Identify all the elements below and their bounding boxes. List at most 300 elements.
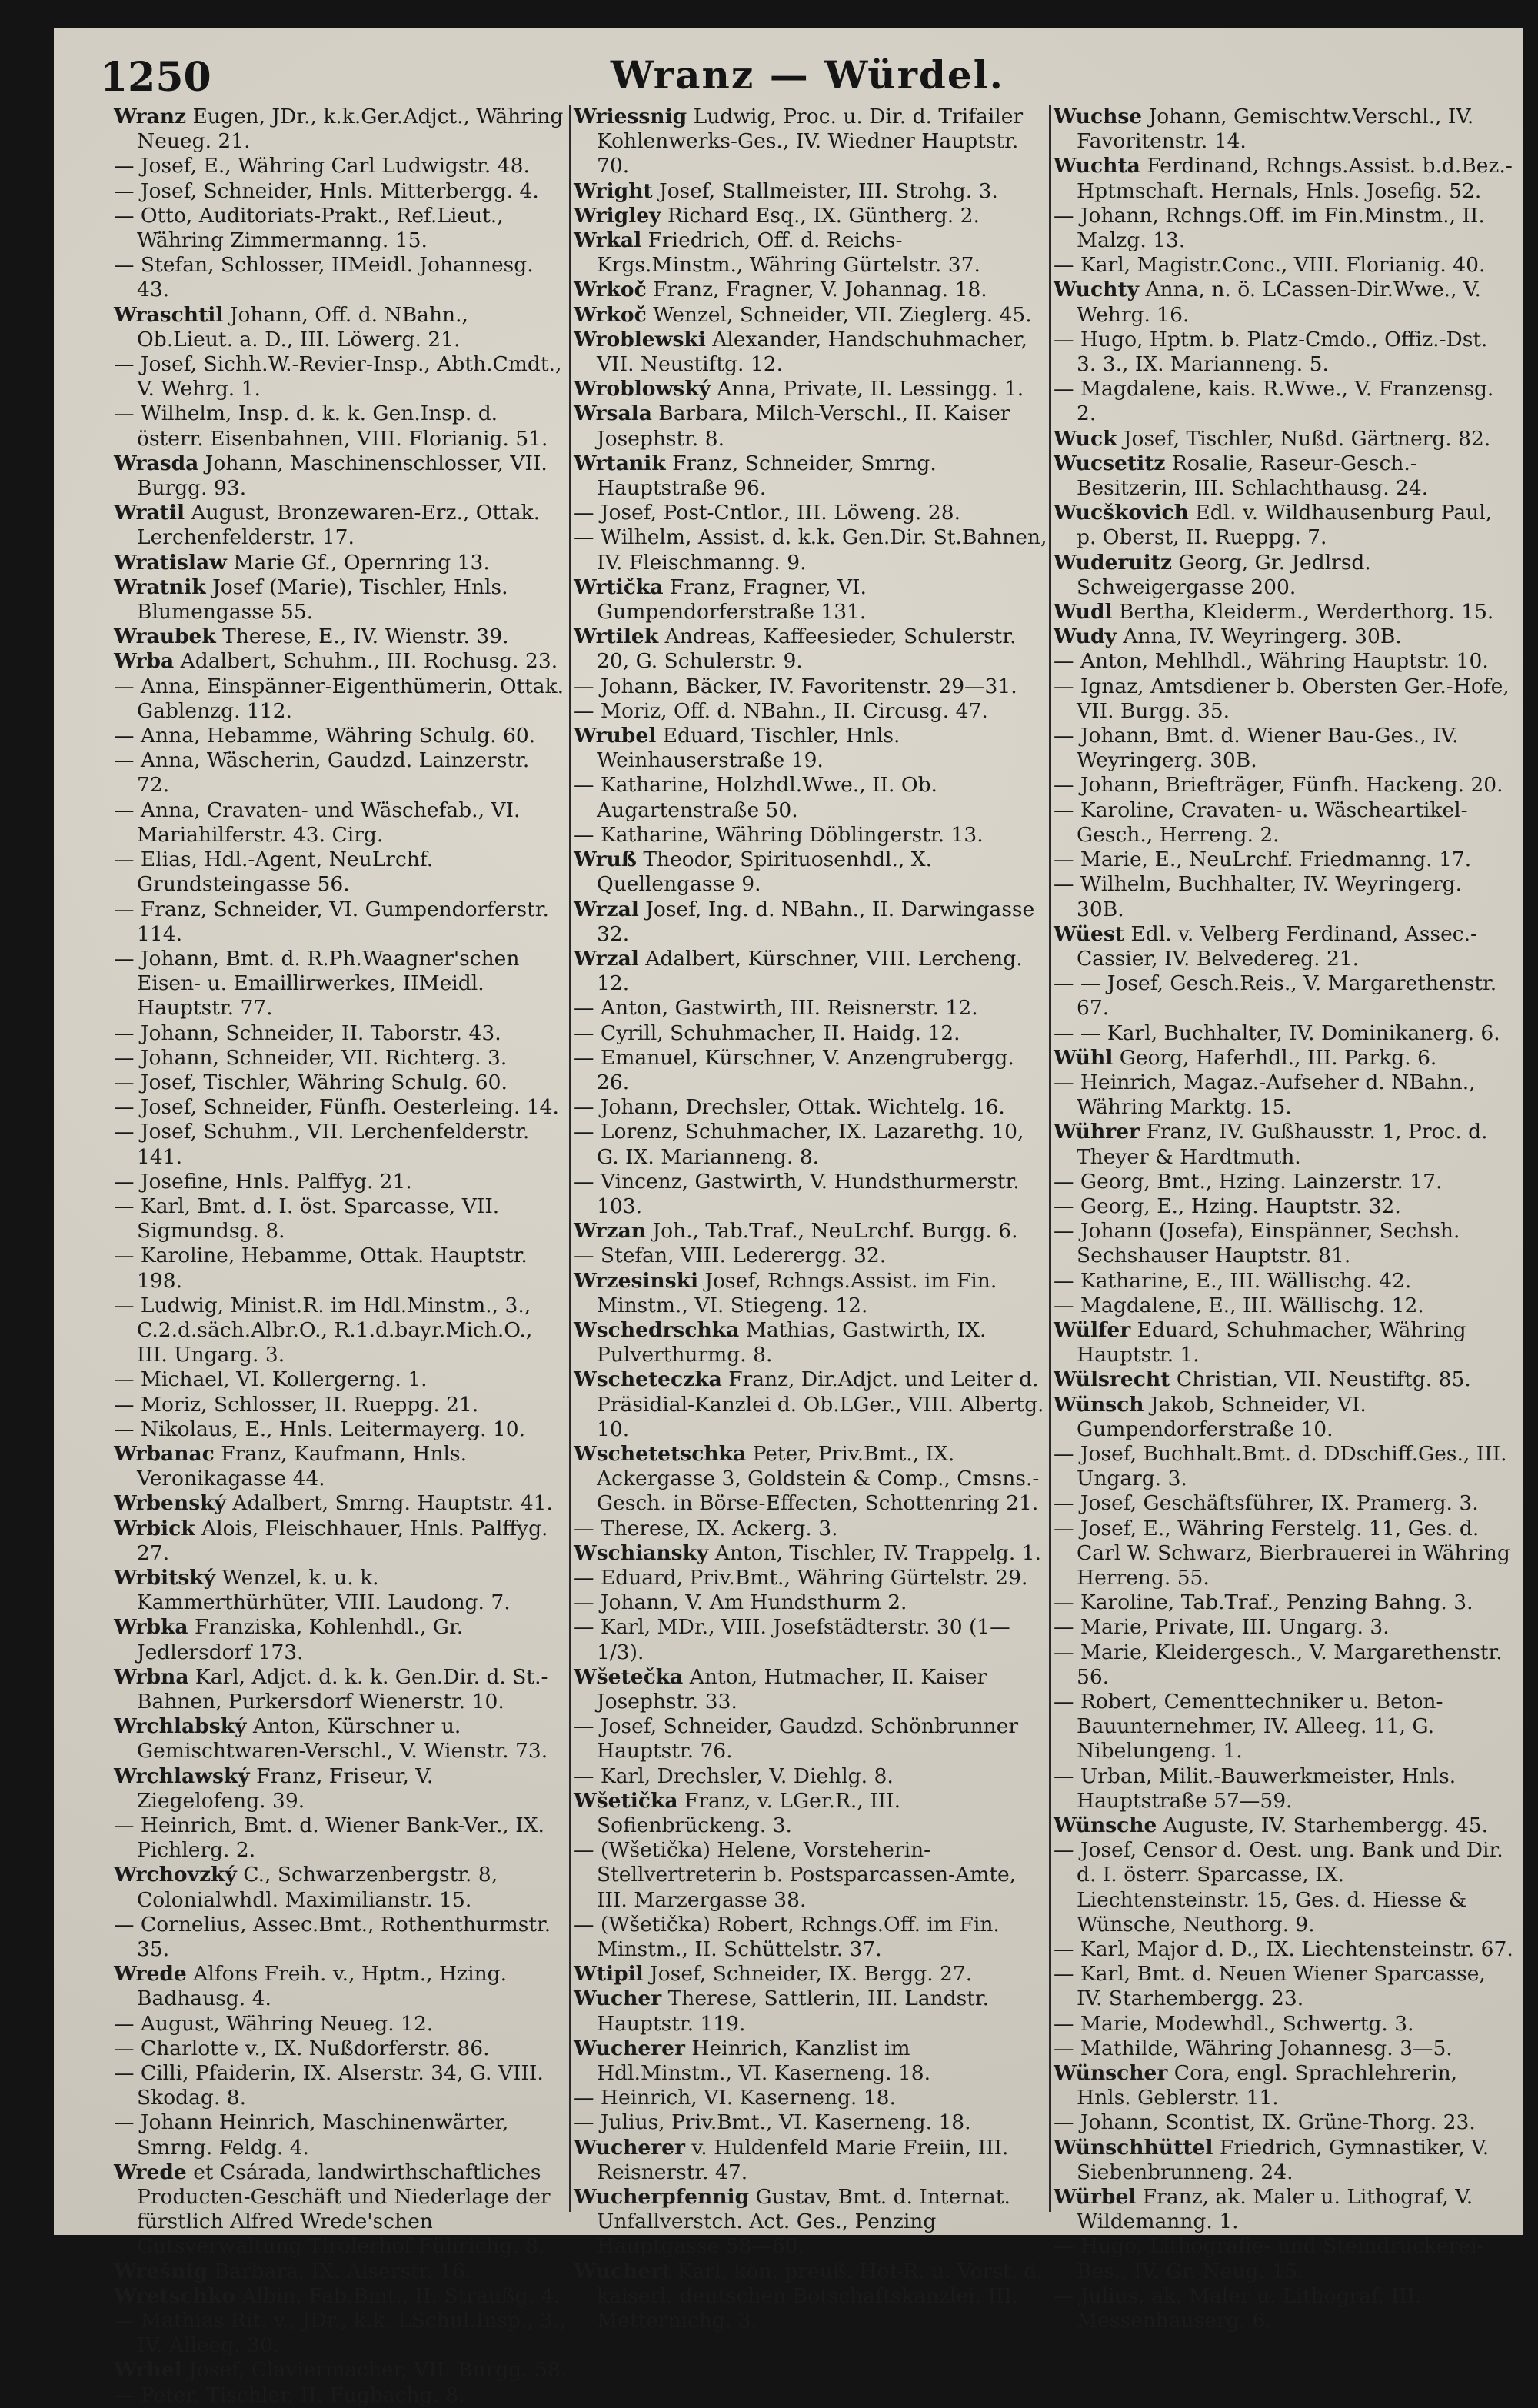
- entry-details: — Josef, E., Währing Ferstelg. 11, Ges. d. Carl W. Schwarz, Bierbrauerei in Währing Herreng. 55.: [1054, 1516, 1510, 1590]
- directory-entry: [574, 2110, 1047, 2135]
- directory-entry: [1054, 1615, 1513, 1640]
- directory-entry: [1054, 501, 1513, 550]
- entry-details: Adalbert, Kürschner, VIII. Lercheng. 12.: [597, 946, 1023, 996]
- directory-entry: [574, 1962, 1047, 1987]
- entry-surname: Wührer: [1054, 1120, 1140, 1144]
- entry-surname: Wrchlabský: [114, 1714, 247, 1739]
- directory-entry: [574, 1838, 1047, 1913]
- column-divider: [1049, 105, 1051, 2212]
- directory-entry: [114, 1615, 568, 1664]
- entry-surname: Wucherpfennig: [574, 2185, 750, 2210]
- entry-details: — Magdalene, E., III. Wällischg. 12.: [1054, 1293, 1424, 1317]
- entry-details: Eduard, Schuhmacher, Währing Hauptstr. 1.: [1077, 1317, 1466, 1367]
- entry-surname: Wright: [574, 178, 653, 203]
- entry-surname: Wrchovzký: [114, 1863, 237, 1887]
- directory-entry: [114, 575, 568, 624]
- directory-entry: [114, 798, 568, 848]
- entry-surname: Wrigley: [574, 203, 661, 228]
- entry-surname: Wšetečka: [574, 1664, 684, 1689]
- entry-details: — Marie, E., NeuLrchf. Friedmanng. 17.: [1054, 848, 1472, 872]
- entry-details: Adalbert, Schuhm., III. Rochusg. 23.: [174, 649, 558, 674]
- entry-details: — Johann (Josefa), Einspänner, Sechsh. Sechshauser Hauptstr. 81.: [1054, 1219, 1460, 1268]
- entry-details: Josef, Ing. d. NBahn., II. Darwingasse 32.: [597, 897, 1035, 946]
- directory-entry: [114, 1120, 568, 1169]
- directory-entry: [114, 501, 568, 550]
- directory-entry: [114, 204, 568, 253]
- entry-details: Georg, Gr. Jedlrsd. Schweigergasse 200.: [1077, 550, 1371, 599]
- column-2: [574, 105, 1047, 2333]
- directory-entry: [114, 1170, 568, 1194]
- column-1: [114, 105, 568, 2407]
- directory-entry: [114, 1393, 568, 1417]
- entry-surname: Wuck: [1054, 426, 1117, 451]
- entry-surname: Wrchlawský: [114, 1764, 250, 1788]
- entry-surname: Wriessnig: [574, 105, 687, 128]
- directory-entry: [574, 1095, 1047, 1120]
- directory-entry: [114, 2284, 568, 2309]
- entry-details: — Josef, Tischler, Währing Schulg. 60.: [114, 1070, 508, 1094]
- directory-entry: [114, 1764, 568, 1813]
- directory-entry: [114, 253, 568, 302]
- entry-details: Karl, kön. preuß. Hof-R. u. Vorst. d. kaiserl. deutschen Botschaftskanzlei, III. Metternichg. 3.: [597, 2259, 1044, 2333]
- column-divider: [569, 105, 571, 2212]
- directory-entry: [574, 1219, 1047, 1244]
- entry-surname: Wrsala: [574, 401, 652, 426]
- entry-details: Franz, v. LGer.R., III. Sofienbrückeng. 3.: [597, 1788, 901, 1838]
- directory-entry: [1054, 922, 1513, 971]
- directory-entry: [114, 352, 568, 401]
- directory-entry: [1054, 328, 1513, 377]
- directory-entry: [114, 1442, 568, 1491]
- entry-details: — Georg, Bmt., Hzing. Lainzerstr. 17.: [1054, 1169, 1443, 1194]
- directory-entry: [574, 1244, 1047, 1268]
- directory-entry: [114, 1244, 568, 1293]
- directory-entry: [1054, 105, 1513, 154]
- directory-entry: [1054, 1071, 1513, 1120]
- directory-entry: [574, 1021, 1047, 1046]
- directory-entry: [574, 2086, 1047, 2110]
- directory-entry: [114, 947, 568, 1021]
- entry-details: — Magdalene, kais. R.Wwe., V. Franzensg. 2.: [1054, 377, 1494, 426]
- entry-details: Barbara, Milch-Verschl., II. Kaiser Josephstr. 8.: [597, 401, 1010, 451]
- directory-entry: [574, 1913, 1047, 1962]
- directory-entry: [114, 724, 568, 748]
- entry-details: — Josef, Schuhm., VII. Lerchenfelderstr. 141.: [114, 1120, 530, 1169]
- directory-entry: [114, 748, 568, 798]
- entry-surname: Wuchta: [1054, 154, 1140, 178]
- entry-details: Josef, Schneider, IX. Bergg. 27.: [643, 1962, 973, 1987]
- entry-details: — Otto, Auditoriats-Prakt., Ref.Lieut., Währing Zimmermanng. 15.: [114, 203, 504, 253]
- directory-entry: [114, 1194, 568, 1244]
- directory-entry: [574, 947, 1047, 996]
- entry-details: Georg, Haferhdl., III. Parkg. 6.: [1113, 1045, 1437, 1070]
- entry-details: — Karl, Drechsler, V. Diehlg. 8.: [574, 1764, 894, 1788]
- directory-entry: [1054, 1269, 1513, 1294]
- entry-details: — Stefan, Schlosser, IIMeidl. Johannesg. 43.: [114, 253, 534, 302]
- directory-entry: [114, 1046, 568, 1071]
- directory-entry: [574, 1615, 1047, 1664]
- directory-entry: [114, 624, 568, 649]
- column-3: [1054, 105, 1513, 2333]
- directory-entry: [574, 1590, 1047, 1615]
- entry-details: Therese, E., IV. Wienstr. 39.: [215, 624, 509, 649]
- entry-details: — August, Währing Neueg. 12.: [114, 2011, 434, 2036]
- entry-surname: Wroblowský: [574, 377, 711, 401]
- entry-details: — (Wšetička) Robert, Rchngs.Off. im Fin. Minstm., II. Schüttelstr. 37.: [574, 1912, 1000, 1962]
- directory-entry: [114, 1714, 568, 1764]
- directory-entry: [574, 525, 1047, 575]
- entry-details: — Johann, V. Am Hundsthurm 2.: [574, 1590, 907, 1615]
- directory-entry: [1054, 600, 1513, 624]
- entry-details: — Stefan, VIII. Lederergg. 32.: [574, 1244, 887, 1268]
- directory-entry: [1054, 1690, 1513, 1764]
- entry-details: — Cilli, Pfaiderin, IX. Alserstr. 34, G. VIII. Skodag. 8.: [114, 2061, 544, 2110]
- entry-details: — Franz, Schneider, VI. Gumpendorferstr. 114.: [114, 897, 549, 946]
- entry-details: Anna, Private, II. Lessingg. 1.: [710, 377, 1024, 401]
- entry-details: — Marie, Modewhdl., Schwertg. 3.: [1054, 2011, 1414, 2036]
- directory-entry: [1054, 1318, 1513, 1367]
- entry-details: Johann, Maschinenschlosser, VII. Burgg. 93.: [137, 451, 548, 501]
- directory-entry: [574, 303, 1047, 328]
- entry-details: — Johann, Bmt. d. R.Ph.Waagner'schen Eisen- u. Emaillirwerkes, IIMeidl. Hauptstr. 77.: [114, 946, 520, 1021]
- entry-details: — Karl, MDr., VIII. Josefstädterstr. 30 (1—1/3).: [574, 1615, 1010, 1664]
- directory-entry: [1054, 2185, 1513, 2234]
- entry-details: Wenzel, k. u. k. Kammerthürhüter, VIII. Laudong. 7.: [137, 1565, 511, 1615]
- entry-surname: Wrede: [114, 1962, 187, 1987]
- entry-surname: Wudy: [1054, 624, 1117, 649]
- directory-entry: [574, 1566, 1047, 1590]
- entry-surname: Wrbanac: [114, 1441, 215, 1466]
- entry-surname: Wucherer: [574, 2036, 685, 2060]
- entry-details: — Mathilde, Währing Johannesg. 3—5.: [1054, 2036, 1453, 2060]
- directory-entry: [114, 2260, 568, 2284]
- entry-details: — Ignaz, Amtsdiener b. Obersten Ger.-Hofe, VII. Burgg. 35.: [1054, 674, 1510, 723]
- entry-surname: Wucher: [574, 1987, 662, 2011]
- entry-details: Marie Gf., Opernring 13.: [226, 550, 490, 575]
- entry-details: — Elias, Hdl.-Agent, NeuLrchf. Grundsteingasse 56.: [114, 848, 434, 897]
- entry-details: Jakob, Schneider, VI. Gumpendorferstraße 10.: [1077, 1392, 1367, 1441]
- directory-entry: [114, 2383, 568, 2408]
- entry-details: — Nikolaus, E., Hnls. Leitermayerg. 10.: [114, 1417, 526, 1441]
- directory-entry: [114, 1367, 568, 1392]
- entry-surname: Wretschko: [114, 2283, 235, 2308]
- directory-entry: [114, 179, 568, 204]
- directory-entry: [1054, 1640, 1513, 1690]
- directory-entry: [114, 1517, 568, 1566]
- entry-details: — Lorenz, Schuhmacher, IX. Lazarethg. 10, G. IX. Marianneng. 8.: [574, 1120, 1024, 1169]
- directory-entry: [1054, 649, 1513, 674]
- directory-entry: [574, 898, 1047, 947]
- directory-entry: [574, 328, 1047, 377]
- entry-surname: Wrasda: [114, 451, 199, 475]
- directory-entry: [574, 1789, 1047, 1838]
- entry-surname: Wrtilek: [574, 624, 659, 649]
- directory-entry: [114, 674, 568, 724]
- entry-details: — Karoline, Cravaten- u. Wäscheartikel-Gesch., Herreng. 2.: [1054, 798, 1468, 847]
- directory-entry: [574, 724, 1047, 773]
- entry-surname: Wraubek: [114, 624, 216, 649]
- directory-entry: [114, 154, 568, 178]
- directory-entry: [114, 2012, 568, 2037]
- directory-entry: [1054, 1813, 1513, 1838]
- entry-details: Rosalie, Raseur-Gesch.-Besitzerin, III. Schlachthausg. 24.: [1077, 451, 1429, 501]
- directory-entry: [1054, 278, 1513, 327]
- entry-details: Albin, Fab.Bmt., II. Straußg. 4.: [235, 2283, 561, 2308]
- entry-details: — Julius, ak. Maler u. Lithograf, III. Messenhauserg. 6.: [1054, 2283, 1422, 2333]
- entry-surname: Wüest: [1054, 921, 1124, 946]
- entry-surname: Wrbitský: [114, 1565, 216, 1590]
- entry-surname: Wünsch: [1054, 1392, 1144, 1417]
- directory-entry: [574, 1764, 1047, 1789]
- directory-entry: [114, 1665, 568, 1714]
- entry-details: Peter, Priv.Bmt., IX. Ackergasse 3, Goldstein & Comp., Cmsns.-Gesch. in Börse-Effecten, Schottenring 21.: [597, 1441, 1040, 1516]
- entry-details: Josef (Marie), Tischler, Hnls. Blumengasse 55.: [137, 575, 508, 624]
- directory-entry: [1054, 1517, 1513, 1591]
- entry-surname: Würbel: [1054, 2185, 1137, 2210]
- directory-entry: [1054, 624, 1513, 649]
- directory-entry: [1054, 1367, 1513, 1392]
- entry-details: — Anna, Hebamme, Währing Schulg. 60.: [114, 724, 536, 748]
- entry-details: Anton, Tischler, IV. Trappelg. 1.: [708, 1540, 1041, 1565]
- entry-surname: Wühl: [1054, 1045, 1114, 1070]
- entry-details: Wenzel, Schneider, VII. Zieglerg. 45.: [646, 302, 1032, 327]
- entry-details: — Karoline, Hebamme, Ottak. Hauptstr. 198.: [114, 1244, 528, 1293]
- entry-details: Auguste, IV. Starhembergg. 45.: [1157, 1813, 1489, 1838]
- entry-details: — Moriz, Schlosser, II. Rueppg. 21.: [114, 1392, 479, 1417]
- directory-entry: [574, 1046, 1047, 1095]
- entry-surname: Wscheteczka: [574, 1367, 722, 1392]
- entry-details: — Josef, Schneider, Gaudzd. Schönbrunner Hauptstr. 76.: [574, 1714, 1019, 1764]
- entry-details: Eugen, JDr., k.k.Ger.Adjct., Währing Neueg. 21.: [137, 105, 564, 154]
- entry-details: Josef, Stallmeister, III. Strohg. 3.: [652, 178, 998, 203]
- entry-surname: Wschedrschka: [574, 1317, 740, 1342]
- entry-details: — Vincenz, Gastwirth, V. Hundsthurmerstr. 103.: [574, 1169, 1020, 1218]
- directory-entry: [1054, 848, 1513, 872]
- directory-entry: [1054, 2234, 1513, 2283]
- directory-entry: [114, 451, 568, 501]
- entry-surname: Wuchert: [574, 2259, 671, 2283]
- entry-details: — Josef, Schneider, Hnls. Mitterbergg. 4.: [114, 178, 539, 203]
- entry-details: August, Bronzewaren-Erz., Ottak. Lerchenfelderstr. 17.: [137, 501, 541, 550]
- directory-entry: [114, 551, 568, 575]
- entry-surname: Wucsetitz: [1054, 451, 1166, 475]
- entry-details: — Therese, IX. Ackerg. 3.: [574, 1516, 838, 1540]
- entry-details: Karl, Adjct. d. k. k. Gen.Dir. d. St.-Bahnen, Purkersdorf Wienerstr. 10.: [137, 1664, 548, 1714]
- entry-details: Franziska, Kohlenhdl., Gr. Jedlersdorf 173.: [137, 1615, 464, 1664]
- directory-entry: [114, 1913, 568, 1962]
- entry-surname: Wruß: [574, 848, 637, 872]
- directory-entry: [1054, 724, 1513, 773]
- entry-details: — Karoline, Tab.Traf., Penzing Bahng. 3.: [1054, 1590, 1473, 1615]
- entry-surname: Wrtička: [574, 575, 664, 599]
- entry-details: Josef, Tischler, Nußd. Gärtnerg. 82.: [1117, 426, 1491, 451]
- directory-entry: [1054, 1046, 1513, 1071]
- entry-details: — Johann, Briefträger, Fünfh. Hackeng. 20.: [1054, 773, 1503, 798]
- entry-surname: Wülsrecht: [1054, 1367, 1170, 1392]
- entry-surname: Wratil: [114, 501, 185, 525]
- directory-entry: [1054, 1442, 1513, 1491]
- entry-details: — Anton, Gastwirth, III. Reisnerstr. 12.: [574, 996, 978, 1021]
- directory-entry: [574, 501, 1047, 525]
- columns-container: [114, 105, 1513, 2407]
- directory-entry: [574, 996, 1047, 1021]
- directory-entry: [1054, 204, 1513, 253]
- entry-details: — Josefine, Hnls. Palffyg. 21.: [114, 1169, 412, 1194]
- directory-entry: [574, 674, 1047, 699]
- directory-entry: [114, 1566, 568, 1615]
- entry-details: — Heinrich, Magaz.-Aufseher d. NBahn., Währing Marktg. 15.: [1054, 1070, 1476, 1120]
- directory-entry: [114, 303, 568, 352]
- entry-details: Barbara, IX. Alserstr. 16.: [208, 2259, 472, 2283]
- entry-details: — Cyrill, Schuhmacher, II. Haidg. 12.: [574, 1021, 960, 1045]
- directory-entry: [574, 278, 1047, 302]
- entry-details: Franz, Fragner, VI. Gumpendorferstraße 131.: [597, 575, 867, 624]
- entry-surname: Wuderuitz: [1054, 550, 1172, 575]
- entry-details: Therese, Sattlerin, III. Landstr. Hauptstr. 119.: [597, 1987, 990, 2036]
- entry-details: Andreas, Kaffeesieder, Schulerstr. 20, G. Schulerstr. 9.: [597, 624, 1017, 674]
- entry-details: — Johann Heinrich, Maschinenwärter, Smrng. Feldg. 4.: [114, 2110, 509, 2160]
- entry-details: — Marie, Private, III. Ungarg. 3.: [1054, 1615, 1390, 1640]
- entry-details: Theodor, Spirituosenhdl., X. Quellengasse 9.: [597, 848, 933, 897]
- entry-details: — Wilhelm, Assist. d. k.k. Gen.Dir. St.Bahnen, IV. Fleischmanng. 9.: [574, 525, 1047, 575]
- directory-entry: [574, 699, 1047, 724]
- directory-entry: [574, 401, 1047, 451]
- entry-details: — Hugo, Lithografie- und Steindruckerei-Bes., IV. Gr. Neug. 15.: [1054, 2234, 1484, 2283]
- directory-entry: [574, 624, 1047, 674]
- entry-details: Franz, Kaufmann, Hnls. Veronikagasse 44.: [137, 1441, 468, 1491]
- directory-entry: [574, 179, 1047, 204]
- directory-entry: [1054, 2110, 1513, 2135]
- directory-entry: [1054, 2136, 1513, 2185]
- entry-details: — Johann, Scontist, IX. Grüne-Thorg. 23.: [1054, 2110, 1476, 2135]
- entry-details: — Eduard, Priv.Bmt., Währing Gürtelstr. 29.: [574, 1565, 1028, 1590]
- directory-entry: [114, 1294, 568, 1368]
- directory-entry: [114, 401, 568, 451]
- directory-entry: [574, 1714, 1047, 1764]
- entry-surname: Wrešnig: [114, 2259, 208, 2283]
- entry-surname: Wrba: [114, 649, 175, 674]
- directory-entry: [1054, 674, 1513, 724]
- entry-details: Richard Esq., IX. Güntherg. 2.: [661, 203, 980, 228]
- directory-entry: [114, 1071, 568, 1095]
- entry-details: — Johann, Bäcker, IV. Favoritenstr. 29—31.: [574, 674, 1017, 698]
- entry-details: — Karl, Bmt. d. Neuen Wiener Sparcasse, IV. Starhembergg. 23.: [1054, 1962, 1486, 2011]
- directory-entry: [1054, 2284, 1513, 2333]
- entry-details: Edl. v. Wildhausenburg Paul, p. Oberst, II. Rueppg. 7.: [1077, 501, 1493, 550]
- directory-entry: [114, 2061, 568, 2110]
- directory-entry: [1054, 1764, 1513, 1813]
- entry-details: — Wilhelm, Insp. d. k. k. Gen.Insp. d. österr. Eisenbahnen, VIII. Florianig. 51.: [114, 401, 548, 451]
- entry-details: Eduard, Tischler, Hnls. Weinhauserstraße 19.: [597, 724, 900, 773]
- entry-surname: Wünsche: [1054, 1813, 1157, 1838]
- entry-details: Joh., Tab.Traf., NeuLrchf. Burgg. 6.: [646, 1219, 1018, 1244]
- entry-details: Ludwig, Proc. u. Dir. d. Trifailer Kohlenwerks-Ges., IV. Wiedner Hauptstr. 70.: [597, 105, 1024, 178]
- directory-entry: [1054, 1021, 1513, 1046]
- directory-entry: [114, 898, 568, 947]
- directory-entry: [574, 2185, 1047, 2260]
- entry-details: Edl. v. Velberg Ferdinand, Assec.-Cassier, IV. Belvedereg. 21.: [1077, 921, 1477, 971]
- entry-details: v. Huldenfeld Marie Freiin, III. Reisnerstr. 47.: [597, 2135, 1009, 2184]
- directory-entry: [574, 1517, 1047, 1541]
- entry-details: — Josef, Sichh.W.-Revier-Insp., Abth.Cmdt., V. Wehrg. 1.: [114, 352, 562, 401]
- directory-entry: [574, 204, 1047, 228]
- directory-entry: [1054, 1120, 1513, 1169]
- directory-entry: [1054, 773, 1513, 798]
- entry-details: Franz, Schneider, Smrng. Hauptstraße 96.: [597, 451, 937, 501]
- directory-entry: [574, 1120, 1047, 1169]
- directory-entry: [574, 451, 1047, 501]
- entry-details: Franz, Friseur, V. Ziegelofeng. 39.: [137, 1764, 434, 1813]
- entry-details: — Michael, VI. Kollergerng. 1.: [114, 1367, 428, 1392]
- entry-details: — — Josef, Gesch.Reis., V. Margarethenstr. 67.: [1054, 971, 1497, 1021]
- entry-surname: Wtipil: [574, 1962, 644, 1987]
- entry-surname: Wünscher: [1054, 2061, 1168, 2086]
- directory-entry: [1054, 1170, 1513, 1194]
- directory-entry: [114, 105, 568, 154]
- entry-details: Anton, Hutmacher, II. Kaiser Josephstr. 33.: [597, 1664, 987, 1714]
- directory-entry: [574, 2037, 1047, 2086]
- entry-details: Friedrich, Gymnastiker, V. Siebenbrunneng. 24.: [1077, 2135, 1490, 2184]
- directory-entry: [574, 2260, 1047, 2334]
- entry-surname: Wrbka: [114, 1615, 188, 1640]
- entry-details: — Anton, Mehlhdl., Währing Hauptstr. 10.: [1054, 649, 1489, 674]
- entry-details: Alexander, Handschuhmacher, VII. Neustiftg. 12.: [597, 327, 1027, 377]
- entry-details: — Ludwig, Minist.R. im Hdl.Minstm., 3., C.2.d.säch.Albr.O., R.1.d.bayr.Mich.O., III. Ungarg. 3.: [114, 1293, 533, 1367]
- directory-entry: [1054, 2061, 1513, 2110]
- entry-surname: Wschiansky: [574, 1540, 709, 1565]
- directory-entry: [1054, 154, 1513, 203]
- entry-details: — Peter, Tischler, II. Fugbachg. 8.: [114, 2383, 465, 2407]
- entry-details: Heinrich, Kanzlist im Hdl.Minstm., VI. Kaserneng. 18.: [597, 2036, 931, 2086]
- entry-surname: Wrtanik: [574, 451, 666, 475]
- directory-entry: [574, 228, 1047, 278]
- entry-details: — Heinrich, VI. Kaserneng. 18.: [574, 2086, 896, 2110]
- directory-entry: [1054, 1491, 1513, 1516]
- entry-details: — Emanuel, Kürschner, V. Anzengrubergg. 26.: [574, 1045, 1014, 1094]
- entry-details: — (Wšetička) Helene, Vorsteherin-Stellvertreterin b. Postsparcassen-Amte, III. Marzergasse 38.: [574, 1838, 1017, 1912]
- entry-details: — Johann, Schneider, II. Taborstr. 43.: [114, 1021, 501, 1045]
- entry-details: — Moriz, Off. d. NBahn., II. Circusg. 47.: [574, 698, 988, 723]
- directory-entry: [114, 2160, 568, 2260]
- entry-details: — Katharine, Holzhdl.Wwe., II. Ob. Augartenstraße 50.: [574, 773, 937, 822]
- entry-details: Anna, IV. Weyringerg. 30B.: [1116, 624, 1402, 649]
- entry-surname: Wrzal: [574, 946, 639, 971]
- entry-details: — Johann, Rchngs.Off. im Fin.Minstm., II. Malzg. 13.: [1054, 203, 1485, 253]
- entry-details: — Charlotte v., IX. Nußdorferstr. 86.: [114, 2036, 490, 2060]
- directory-entry: [114, 2309, 568, 2358]
- entry-surname: Wuchse: [1054, 105, 1143, 128]
- entry-details: Gustav, Bmt. d. Internat. Unfallverstch. Act. Ges., Penzing Hauptgasse 58—60.: [597, 2185, 1010, 2259]
- entry-surname: Wratnik: [114, 575, 206, 599]
- entry-details: Josef, Claviermacher, VII. Burgg. 58.: [181, 2358, 568, 2383]
- directory-entry: [1054, 377, 1513, 426]
- entry-details: — Josef, Schneider, Fünfh. Oesterleing. 14.: [114, 1095, 559, 1120]
- entry-surname: Wrbna: [114, 1664, 189, 1689]
- directory-entry: [1054, 872, 1513, 921]
- directory-entry: [114, 649, 568, 674]
- directory-entry: [1054, 1838, 1513, 1937]
- entry-details: — Anna, Wäscherin, Gaudzd. Lainzerstr. 72.: [114, 748, 530, 798]
- entry-surname: Wratislaw: [114, 550, 227, 575]
- entry-details: Franz, ak. Maler u. Lithograf, V. Wildemanng. 1.: [1077, 2185, 1473, 2234]
- directory-entry: [574, 1987, 1047, 2036]
- entry-details: — Johann, Bmt. d. Wiener Bau-Ges., IV. Weyringerg. 30B.: [1054, 724, 1459, 773]
- entry-details: — Mathias Rit. v., JDr., k.k. LSchul.Insp., 3., IV. Alleeg. 30.: [114, 2309, 566, 2358]
- directory-entry: [114, 1813, 568, 1863]
- directory-entry: [1054, 253, 1513, 278]
- entry-details: — Josef, Buchhalt.Bmt. d. DDschiff.Ges., III. Ungarg. 3.: [1054, 1441, 1507, 1491]
- entry-surname: Wrzan: [574, 1219, 647, 1244]
